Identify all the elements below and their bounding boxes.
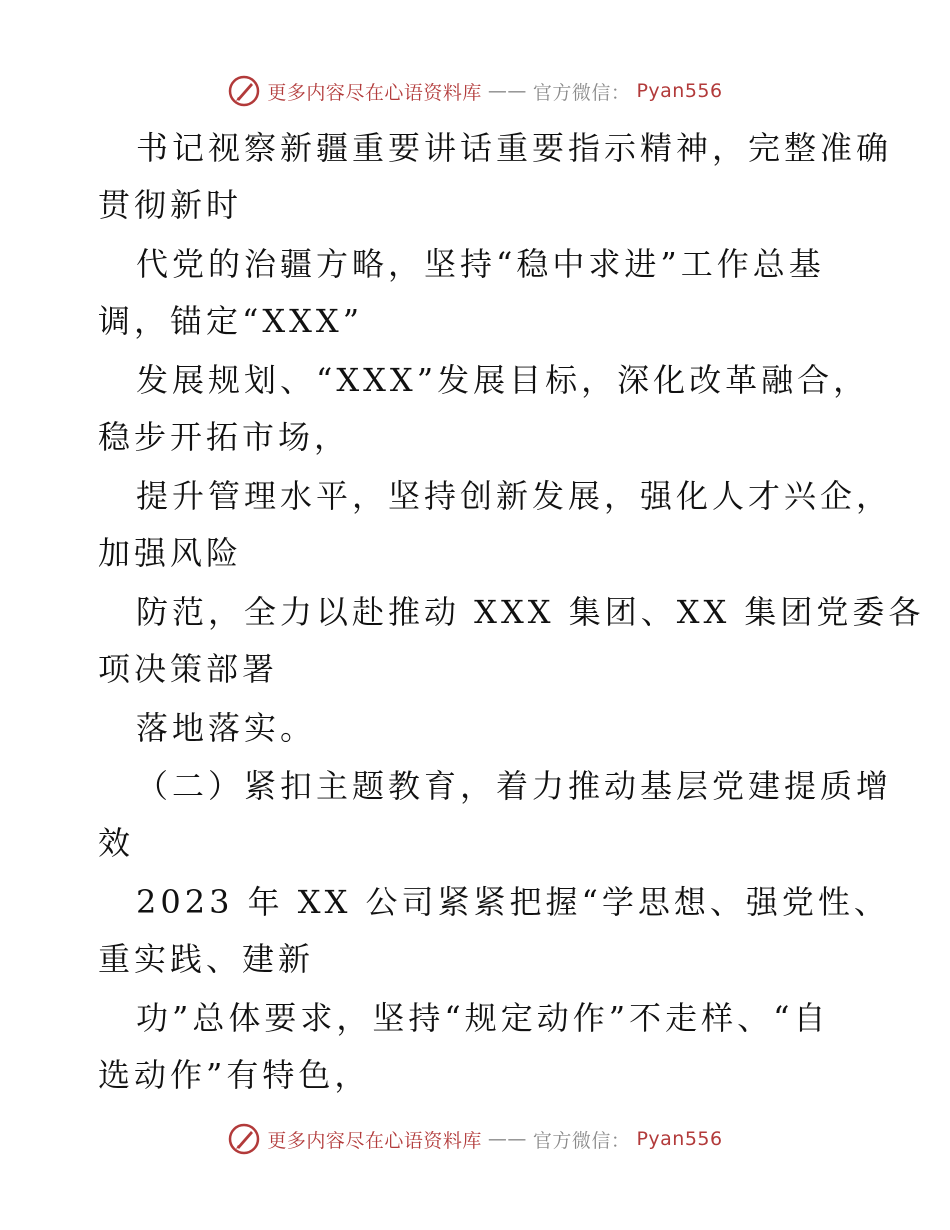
section-heading: （二）紧扣主题教育，着力推动基层党建提质增 xyxy=(136,767,893,805)
body-line: 选动作”有特色， xyxy=(98,1056,371,1094)
body-line: 发展规划、“XXX”发展目标，深化改革融合， xyxy=(136,361,870,399)
body-line: 防范，全力以赴推动 XXX 集团、XX 集团党委各 xyxy=(136,593,925,631)
body-line: 加强风险 xyxy=(98,534,243,572)
body-line: 贯彻新时 xyxy=(98,186,243,224)
watermark-wechat-label: 官方微信： xyxy=(532,1129,631,1152)
body-line: 落地落实。 xyxy=(136,709,317,747)
body-line: 提升管理水平，坚持创新发展，强化人才兴企， xyxy=(136,477,893,515)
footer-watermark xyxy=(0,1119,950,1159)
quill-logo-icon xyxy=(227,74,261,108)
body-line: 稳步开拓市场， xyxy=(98,418,351,456)
watermark-wechat-id: Pyan556 xyxy=(636,1128,723,1150)
watermark-text: 更多内容尽在心语资料库 xyxy=(267,1129,482,1152)
watermark-wechat-label: 官方微信： xyxy=(532,81,631,104)
watermark-text: 更多内容尽在心语资料库 xyxy=(267,81,482,104)
body-line: 调，锚定“XXX” xyxy=(98,302,364,340)
watermark-separator: —— xyxy=(487,80,527,102)
quill-logo-icon xyxy=(227,1122,261,1156)
header-watermark xyxy=(0,71,950,111)
body-line: 效 xyxy=(98,824,135,862)
body-line: 书记视察新疆重要讲话重要指示精神，完整准确 xyxy=(136,129,893,167)
body-line: 项决策部署 xyxy=(98,650,279,688)
body-line: 2023 年 XX 公司紧紧把握“学思想、强党性、 xyxy=(136,883,890,921)
body-line: 功”总体要求，坚持“规定动作”不走样、“自 xyxy=(136,999,830,1037)
body-line: 重实践、建新 xyxy=(98,940,315,978)
watermark-wechat-id: Pyan556 xyxy=(636,80,723,102)
watermark-separator: —— xyxy=(487,1128,527,1150)
body-line: 代党的治疆方略，坚持“稳中求进”工作总基 xyxy=(136,245,825,283)
